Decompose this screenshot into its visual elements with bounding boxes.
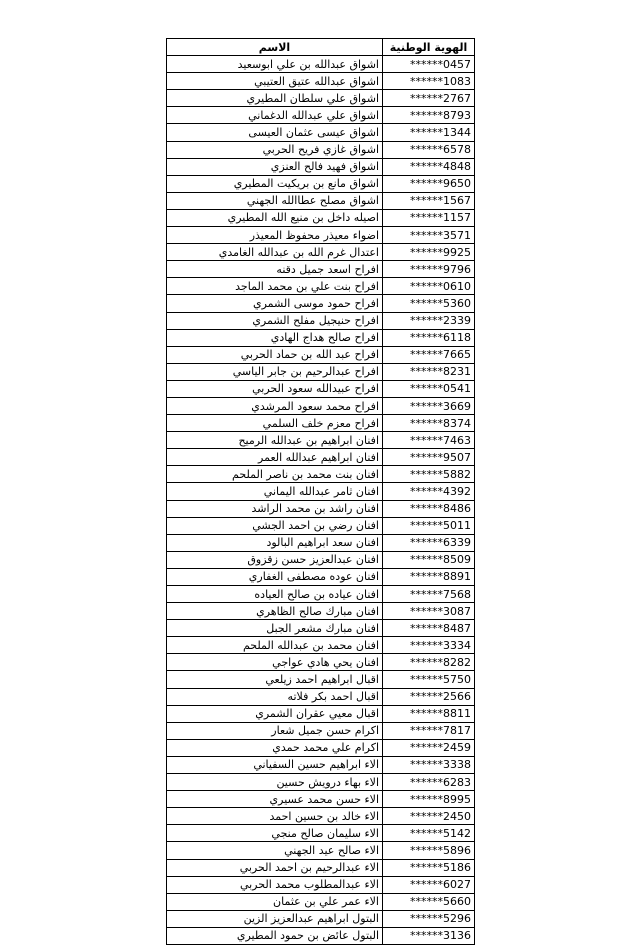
table-row xyxy=(167,141,475,158)
table-row xyxy=(167,90,475,107)
name-cell: اكرام حسن جميل شعار xyxy=(167,722,383,739)
table-row xyxy=(167,603,475,620)
national-id-cell: ******5750 xyxy=(383,671,475,688)
name-cell: افراح محمد سعود المرشدي xyxy=(167,397,383,414)
national-id-cell: ******6118 xyxy=(383,329,475,346)
national-id-cell: ******8793 xyxy=(383,107,475,124)
name-cell: افراح عبد الله بن حماد الحربي xyxy=(167,346,383,363)
national-id-cell: ******5142 xyxy=(383,825,475,842)
name-cell: افنان عياده بن صالح العياده xyxy=(167,586,383,603)
name-cell: الاء حسن محمد عسيري xyxy=(167,791,383,808)
national-id-cell: ******9650 xyxy=(383,175,475,192)
table-row xyxy=(167,876,475,893)
national-id-cell: ******9796 xyxy=(383,261,475,278)
name-cell: اشواق فهيد فالح العنزي xyxy=(167,158,383,175)
table-row xyxy=(167,620,475,637)
table-row xyxy=(167,107,475,124)
national-id-cell: ******2339 xyxy=(383,312,475,329)
name-cell: افنان سعد ابراهيم البالود xyxy=(167,534,383,551)
name-cell: افنان محمد بن عبدالله الملحم xyxy=(167,637,383,654)
table-row xyxy=(167,517,475,534)
national-id-cell: ******8231 xyxy=(383,363,475,380)
national-id-cell: ******6339 xyxy=(383,534,475,551)
table-row xyxy=(167,910,475,927)
national-id-cell: ******2566 xyxy=(383,688,475,705)
name-cell: افنان مبارك مشعر الجبل xyxy=(167,620,383,637)
name-cell: البتول عائض بن حمود المطيري xyxy=(167,927,383,944)
national-id-cell: ******2459 xyxy=(383,739,475,756)
national-id-cell: ******3338 xyxy=(383,756,475,773)
table-row xyxy=(167,859,475,876)
name-cell: افراح بنت علي بن محمد الماجد xyxy=(167,278,383,295)
name-cell: اشواق عبدالله عتيق العتيبي xyxy=(167,73,383,90)
table-row xyxy=(167,722,475,739)
table-row xyxy=(167,483,475,500)
table-row xyxy=(167,586,475,603)
header-name: الاسم xyxy=(167,39,383,56)
name-cell: اعتدال غرم الله بن عبدالله الغامدي xyxy=(167,244,383,261)
name-cell: افراح عبدالرحيم بن جابر الياسي xyxy=(167,363,383,380)
table-row xyxy=(167,449,475,466)
name-cell: افنان يحي هادي عواجي xyxy=(167,654,383,671)
national-id-cell: ******1083 xyxy=(383,73,475,90)
name-cell: افراح معزم خلف السلمي xyxy=(167,415,383,432)
national-id-cell: ******4848 xyxy=(383,158,475,175)
table-row xyxy=(167,124,475,141)
table-row xyxy=(167,363,475,380)
national-id-cell: ******5186 xyxy=(383,859,475,876)
national-id-cell: ******4392 xyxy=(383,483,475,500)
national-id-cell: ******7463 xyxy=(383,432,475,449)
table-row xyxy=(167,825,475,842)
national-id-cell: ******5882 xyxy=(383,466,475,483)
name-cell: اشواق مصلح عطاالله الجهني xyxy=(167,192,383,209)
table-row xyxy=(167,808,475,825)
name-cell: افنان رضي بن احمد الجشي xyxy=(167,517,383,534)
table-row xyxy=(167,158,475,175)
national-id-cell: ******6283 xyxy=(383,774,475,791)
records-table xyxy=(166,38,475,945)
table-row xyxy=(167,397,475,414)
name-cell: افراح اسعد جميل دقنه xyxy=(167,261,383,278)
name-cell: افنان عوده مصطفى الغفاري xyxy=(167,568,383,585)
name-cell: اشواق علي سلطان المطيري xyxy=(167,90,383,107)
national-id-cell: ******8995 xyxy=(383,791,475,808)
name-cell: اشواق علي عبدالله الدغماني xyxy=(167,107,383,124)
name-cell: الاء عبدالمطلوب محمد الحربي xyxy=(167,876,383,893)
table-row xyxy=(167,278,475,295)
table-row xyxy=(167,312,475,329)
national-id-cell: ******5896 xyxy=(383,842,475,859)
table-row xyxy=(167,329,475,346)
national-id-cell: ******8282 xyxy=(383,654,475,671)
national-id-cell: ******0610 xyxy=(383,278,475,295)
table-row xyxy=(167,244,475,261)
national-id-cell: ******3334 xyxy=(383,637,475,654)
table-row xyxy=(167,568,475,585)
table-row xyxy=(167,192,475,209)
national-id-cell: ******8509 xyxy=(383,551,475,568)
name-cell: اشواق مانع بن بريكيت المطيري xyxy=(167,175,383,192)
table-row xyxy=(167,380,475,397)
name-cell: افنان بنت محمد بن ناصر الملحم xyxy=(167,466,383,483)
name-cell: افراح صالح هداج الهادي xyxy=(167,329,383,346)
national-id-cell: ******1157 xyxy=(383,209,475,226)
name-cell: الاء بهاء درويش حسين xyxy=(167,774,383,791)
table-row xyxy=(167,705,475,722)
table-row xyxy=(167,893,475,910)
name-cell: اكرام علي محمد حمدي xyxy=(167,739,383,756)
national-id-cell: ******7665 xyxy=(383,346,475,363)
table-body xyxy=(167,56,475,945)
header-national-id: الهوية الوطنية xyxy=(383,39,475,56)
table-row xyxy=(167,466,475,483)
national-id-cell: ******5360 xyxy=(383,295,475,312)
table-row xyxy=(167,295,475,312)
national-id-cell: ******7568 xyxy=(383,586,475,603)
national-id-cell: ******2450 xyxy=(383,808,475,825)
name-cell: افراح عبيدالله سعود الحربي xyxy=(167,380,383,397)
national-id-cell: ******1344 xyxy=(383,124,475,141)
table-row xyxy=(167,73,475,90)
table-row xyxy=(167,791,475,808)
national-id-cell: ******2767 xyxy=(383,90,475,107)
name-cell: اقبال معيي عقران الشمري xyxy=(167,705,383,722)
table-row xyxy=(167,415,475,432)
table-row xyxy=(167,56,475,73)
table-row xyxy=(167,534,475,551)
table-row xyxy=(167,688,475,705)
national-id-cell: ******3087 xyxy=(383,603,475,620)
name-cell: اضواء معيذر محفوظ المعيذر xyxy=(167,227,383,244)
name-cell: افنان ابراهيم بن عبدالله الرميح xyxy=(167,432,383,449)
national-id-cell: ******5296 xyxy=(383,910,475,927)
table-row xyxy=(167,654,475,671)
national-id-cell: ******6578 xyxy=(383,141,475,158)
table-row xyxy=(167,774,475,791)
table-row xyxy=(167,637,475,654)
name-cell: البتول ابراهيم عبدالعزيز الزين xyxy=(167,910,383,927)
national-id-cell: ******8487 xyxy=(383,620,475,637)
name-cell: الاء خالد بن حسين احمد xyxy=(167,808,383,825)
national-id-cell: ******0457 xyxy=(383,56,475,73)
name-cell: اصيله داخل بن منيع الله المطيري xyxy=(167,209,383,226)
national-id-cell: ******9925 xyxy=(383,244,475,261)
table-row xyxy=(167,927,475,944)
name-cell: الاء عمر علي بن عثمان xyxy=(167,893,383,910)
national-id-cell: ******5011 xyxy=(383,517,475,534)
national-id-cell: ******8486 xyxy=(383,500,475,517)
name-cell: افنان راشد بن محمد الراشد xyxy=(167,500,383,517)
name-cell: الاء عبدالرحيم بن احمد الحربي xyxy=(167,859,383,876)
table-row xyxy=(167,432,475,449)
national-id-cell: ******3136 xyxy=(383,927,475,944)
name-cell: افراح حنيجيل مفلح الشمري xyxy=(167,312,383,329)
national-id-cell: ******9507 xyxy=(383,449,475,466)
name-cell: اشواق عبدالله بن علي ابوسعيد xyxy=(167,56,383,73)
name-cell: افنان عبدالعزيز حسن زقزوق xyxy=(167,551,383,568)
name-cell: الاء صالح عيد الجهني xyxy=(167,842,383,859)
national-id-cell: ******5660 xyxy=(383,893,475,910)
name-cell: اقبال ابراهيم احمد زيلعي xyxy=(167,671,383,688)
national-id-cell: ******8891 xyxy=(383,568,475,585)
name-cell: افراح حمود موسى الشمري xyxy=(167,295,383,312)
name-cell: اشواق عيسى عثمان العيسى xyxy=(167,124,383,141)
table-row xyxy=(167,551,475,568)
national-id-cell: ******3571 xyxy=(383,227,475,244)
table-row xyxy=(167,261,475,278)
table-row xyxy=(167,227,475,244)
name-cell: افنان ابراهيم عبدالله العمر xyxy=(167,449,383,466)
table-row xyxy=(167,209,475,226)
table-row xyxy=(167,671,475,688)
table-row xyxy=(167,842,475,859)
national-id-cell: ******7817 xyxy=(383,722,475,739)
national-id-cell: ******8374 xyxy=(383,415,475,432)
header-row xyxy=(167,39,475,56)
national-id-cell: ******6027 xyxy=(383,876,475,893)
national-id-cell: ******8811 xyxy=(383,705,475,722)
name-cell: اشواق غازي فريح الحربي xyxy=(167,141,383,158)
table-row xyxy=(167,500,475,517)
table-row xyxy=(167,756,475,773)
name-cell: الاء سليمان صالح منجي xyxy=(167,825,383,842)
name-cell: اقبال احمد بكر فلاته xyxy=(167,688,383,705)
national-id-cell: ******3669 xyxy=(383,397,475,414)
table-row xyxy=(167,739,475,756)
national-id-cell: ******0541 xyxy=(383,380,475,397)
name-cell: افنان ثامر عبدالله اليماني xyxy=(167,483,383,500)
name-cell: الاء ابراهيم حسين السفياني xyxy=(167,756,383,773)
national-id-cell: ******1567 xyxy=(383,192,475,209)
table-row xyxy=(167,346,475,363)
name-cell: افنان مبارك صالح الظاهري xyxy=(167,603,383,620)
table-row xyxy=(167,175,475,192)
